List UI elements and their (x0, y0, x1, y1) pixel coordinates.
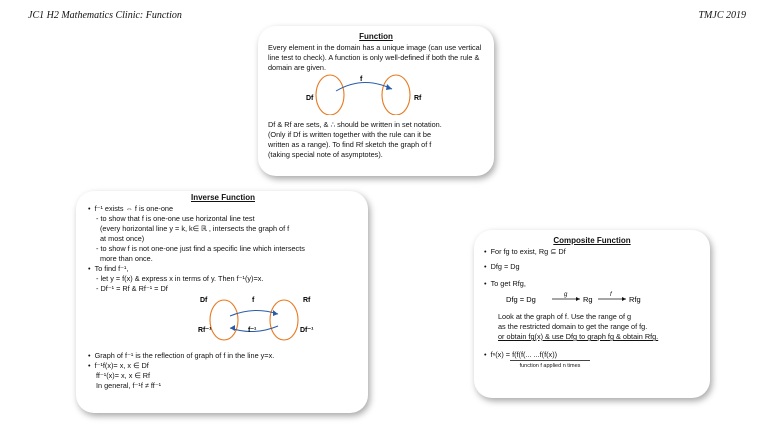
df-label: Df (200, 297, 208, 304)
map-label: f (360, 76, 363, 83)
list-item: (every horizontal line y = k, k∈ ℝ , intersects the graph of f (100, 224, 290, 233)
df-inverse-label: Df⁻¹ (300, 327, 314, 334)
note-line: written as a range). To find Rf sketch the graph of f (268, 140, 432, 149)
rf-label: Rf (303, 297, 311, 304)
f-label: f (610, 292, 612, 298)
domain-oval (210, 300, 238, 340)
list-item: • Dfg = Dg (484, 262, 700, 272)
formula: • fⁿ(x) = f(f(f(... ...f(f(x)) (484, 350, 557, 359)
composite-formula (484, 350, 700, 371)
rf-inverse-label: Rf⁻¹ (198, 327, 212, 334)
note-line: (taking special note of asymptotes). (268, 150, 383, 159)
list-item: • f⁻¹ exists ⇔ f is one-one (88, 204, 358, 214)
g-label: g (564, 292, 568, 298)
function-mapping-diagram (268, 73, 484, 115)
f-label: f (252, 297, 255, 304)
list-item: ff⁻¹(x)= x, x ∈ Rf (96, 371, 151, 380)
header-left: JC1 H2 Mathematics Clinic: Function (28, 10, 182, 21)
note-line: Df & Rf are sets, & ∴ should be written in set notation. (268, 120, 442, 129)
mapping-mid: Rg (583, 295, 593, 304)
note-line: or obtain fg(x) & use Dfg to graph fg & obtain Rfg. (498, 332, 659, 341)
note-line: as the restricted domain to get the range of fg. (498, 322, 648, 331)
domain-oval (316, 75, 344, 115)
list-item: In general, f⁻¹f ≠ ff⁻¹ (96, 381, 162, 390)
range-label: Rf (414, 95, 422, 102)
note-line: Look at the graph of f. Use the range of g (498, 312, 632, 321)
list-item: more than once. (100, 254, 153, 263)
function-notes (268, 120, 484, 160)
f-inverse-label: f⁻¹ (248, 327, 257, 334)
header-right: TMJC 2019 (698, 10, 746, 21)
list-item: • For fg to exist, Rg ⊆ Df (484, 247, 700, 257)
inverse-notes (88, 204, 358, 294)
list-item: - to show f is not one-one just find a specific line which intersects (96, 244, 305, 253)
range-oval (382, 75, 410, 115)
composite-title: Composite Function (553, 236, 631, 245)
inverse-function-box (76, 191, 368, 413)
list-item: - to show that f is one-one use horizontal line test (96, 214, 255, 223)
list-item: • To get Rfg, (484, 279, 700, 289)
function-title: Function (359, 32, 393, 41)
note-line: (Only if Df is written together with the rule can it be (268, 130, 432, 139)
list-item: - let y = f(x) & express x in terms of y. Then f⁻¹(y)=x. (96, 274, 264, 283)
list-item: • Graph of f⁻¹ is the reflection of graph of f in the line y=x. (88, 351, 358, 361)
mapping-end: Rfg (629, 295, 641, 304)
composite-mapping (484, 289, 700, 307)
list-item: • To find f⁻¹, (88, 264, 358, 274)
function-definition: Every element in the domain has a unique image (can use vertical line test to check). A function is only well-defined if both the rule & domain are given. (268, 43, 482, 72)
function-box (258, 26, 494, 176)
formula-note: function f applied n times (510, 360, 590, 371)
inverse-title: Inverse Function (190, 193, 255, 202)
list-item: at most once) (100, 234, 145, 243)
mapping-start: Dfg = Dg (506, 295, 536, 304)
list-item: • f⁻¹f(x)= x, x ∈ Df (88, 361, 358, 371)
domain-label: Df (306, 95, 314, 102)
composite-notes (484, 312, 700, 342)
inverse-mapping-diagram (88, 294, 358, 346)
inverse-properties (88, 351, 358, 391)
range-oval (270, 300, 298, 340)
composite-function-box (474, 230, 710, 398)
list-item: - Df⁻¹ = Rf & Rf⁻¹ = Df (96, 284, 168, 293)
